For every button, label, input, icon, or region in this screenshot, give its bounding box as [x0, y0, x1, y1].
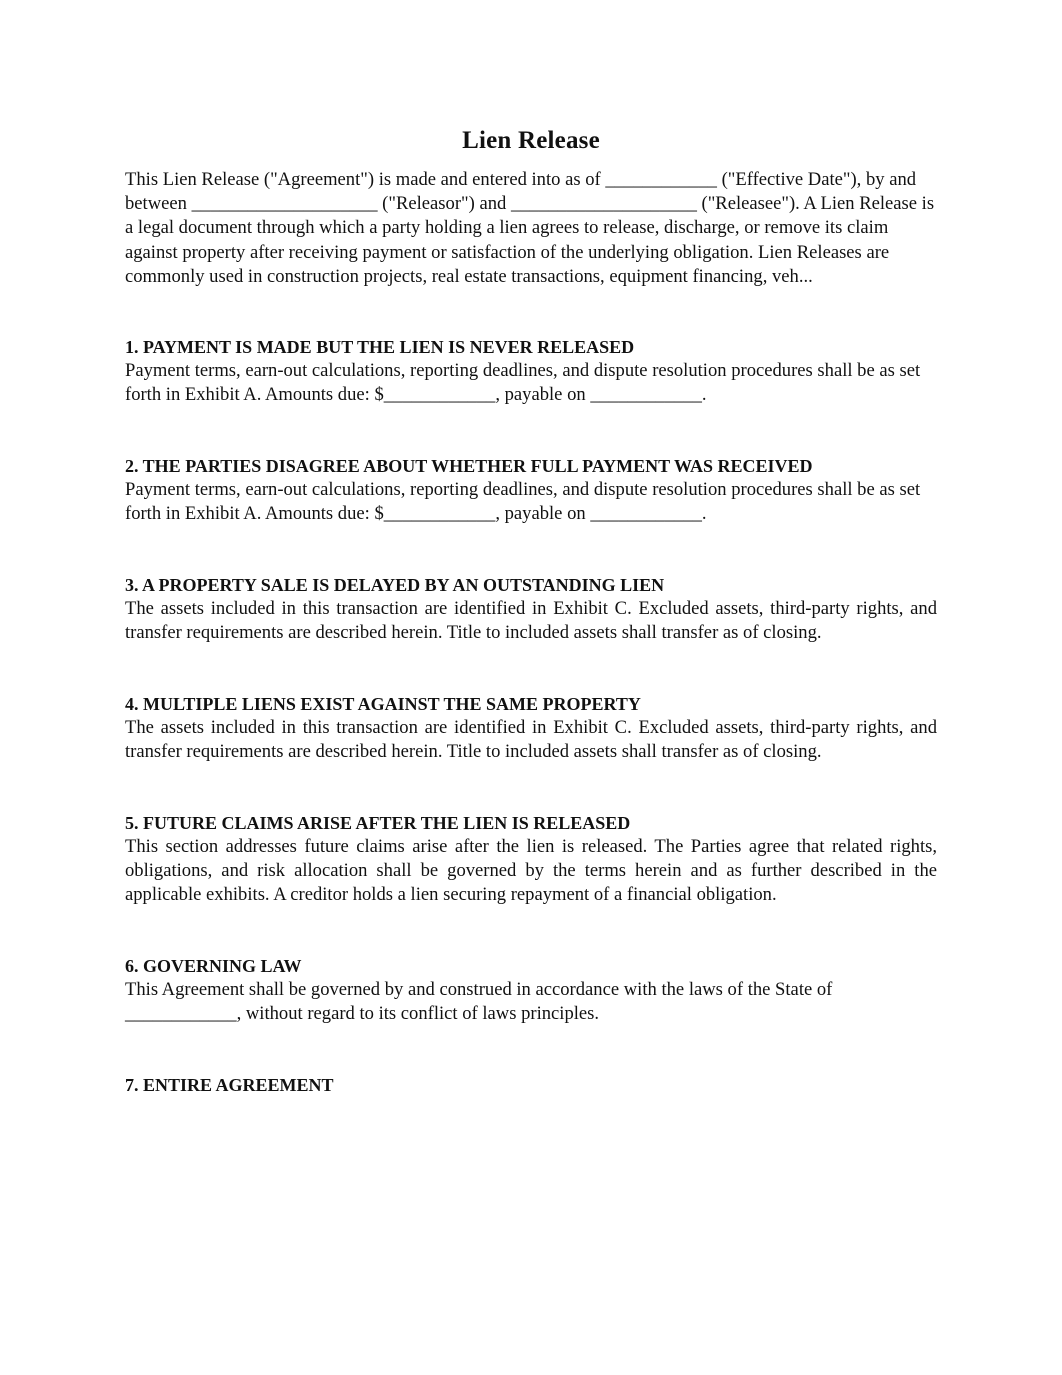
section-body: This Agreement shall be governed by and construed in accordance with the laws of the State of ____________, without regard to its conflict of laws principles.: [125, 979, 833, 1025]
section-body: The assets included in this transaction are identified in Exhibit C. Excluded assets, third-party rights, and transfer requirements are described herein. Title to included assets shall transfer as of closing.: [125, 598, 937, 644]
section-body: Payment terms, earn-out calculations, reporting deadlines, and dispute resolution procedures shall be as set forth in Exhibit A. Amounts due: $____________, payable on ____________.: [125, 479, 921, 525]
section-heading: 6. GOVERNING LAW: [125, 956, 302, 977]
section-6: [125, 954, 937, 1026]
section-heading: 7. ENTIRE AGREEMENT: [125, 1075, 334, 1096]
section-2: [125, 454, 937, 526]
document-page: [125, 118, 937, 1097]
section-body: The assets included in this transaction are identified in Exhibit C. Excluded assets, third-party rights, and transfer requirements are described herein. Title to included assets shall transfer as of closing.: [125, 717, 937, 763]
section-heading: 5. FUTURE CLAIMS ARISE AFTER THE LIEN IS RELEASED: [125, 813, 631, 834]
section-7: [125, 1073, 937, 1097]
section-heading: 2. THE PARTIES DISAGREE ABOUT WHETHER FULL PAYMENT WAS RECEIVED: [125, 456, 813, 477]
section-5: [125, 811, 937, 907]
section-heading: 3. A PROPERTY SALE IS DELAYED BY AN OUTSTANDING LIEN: [125, 575, 665, 596]
section-4: [125, 692, 937, 764]
section-heading: 1. PAYMENT IS MADE BUT THE LIEN IS NEVER RELEASED: [125, 337, 635, 358]
intro-paragraph: This Lien Release ("Agreement") is made and entered into as of ____________ ("Effective Date"), by and between ____________________ ("Releasor") and ____________________ ("Releasee"). A Lien Release is a legal document through which a party holding a lien agrees to release, discharge, or remove its claim against property after receiving payment or satisfaction of the underlying obligation. Lien Releases are commonly used in construction projects, real estate transactions, equipment financing, veh...: [125, 169, 935, 287]
section-body: Payment terms, earn-out calculations, reporting deadlines, and dispute resolution procedures shall be as set forth in Exhibit A. Amounts due: $____________, payable on ____________.: [125, 360, 921, 406]
section-body: This section addresses future claims arise after the lien is released. The Parties agree that related rights, obligations, and risk allocation shall be governed by the terms herein and as further described in the applicable exhibits. A creditor holds a lien securing repayment of a financial obligation.: [125, 836, 937, 906]
section-1: [125, 335, 937, 407]
section-3: [125, 573, 937, 645]
section-heading: 4. MULTIPLE LIENS EXIST AGAINST THE SAME PROPERTY: [125, 694, 641, 715]
document-title: Lien Release: [462, 127, 600, 154]
